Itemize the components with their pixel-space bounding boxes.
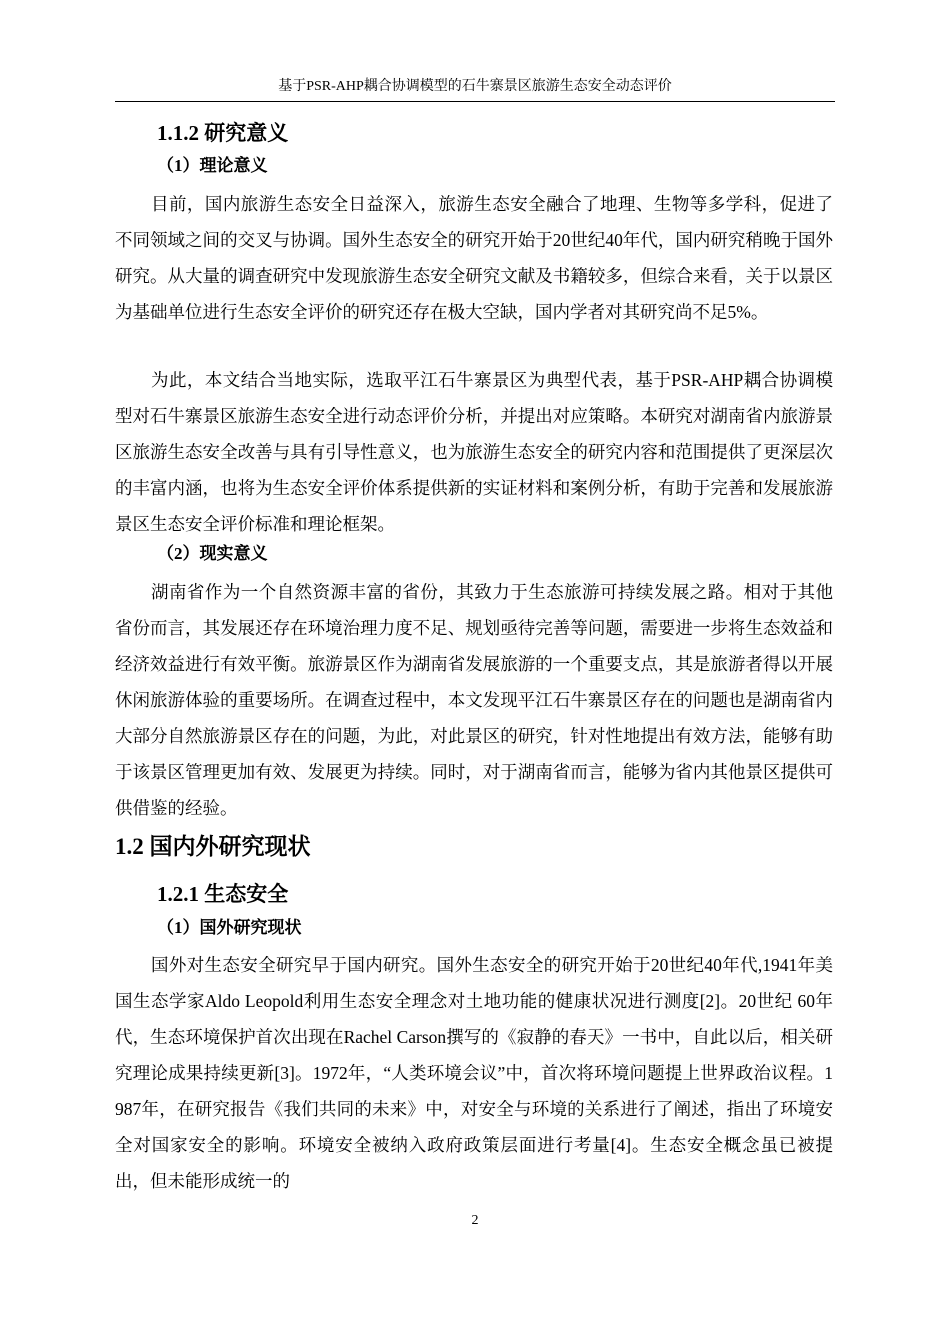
paragraph-foreign-1: 国外对生态安全研究早于国内研究。国外生态安全的研究开始于20世纪40年代,1941年美国生态学家Aldo Leopold利用生态安全理念对土地功能的健康状况进行测度[2]。20世纪 60年代，生态环境保护首次出现在Rachel Carson撰写的《寂静的春天》一书中，自此以后，相关研究理论成果持续更新[3]。1972年，“人类环境会议”中，首次将环境问题提上世界政治议程。1987年，在研究报告《我们共同的未来》中，对安全与环境的关系进行了阐述，指出了环境安全对国家安全的影响。环境安全被纳入政府政策层面进行考量[4]。生态安全概念虽已被提出，但未能形成统一的: [115, 955, 833, 1191]
running-header: 基于PSR-AHP耦合协调模型的石牛寨景区旅游生态安全动态评价: [278, 79, 672, 94]
page-number: 2: [471, 1213, 479, 1228]
paragraph-theoretical-2: 为此，本文结合当地实际，选取平江石牛寨景区为典型代表，基于PSR-AHP耦合协调模型对石牛寨景区旅游生态安全进行动态评价分析，并提出对应策略。本研究对湖南省内旅游景区旅游生态安全改善与具有引导性意义，也为旅游生态安全的研究内容和范围提供了更深层次的丰富内涵，也将为生态安全评价体系提供新的实证材料和案例分析，有助于完善和发展旅游景区生态安全评价标准和理论框架。: [115, 370, 833, 534]
paragraph-practical-1: 湖南省作为一个自然资源丰富的省份，其致力于生态旅游可持续发展之路。相对于其他省份而言，其发展还存在环境治理力度不足、规划亟待完善等问题，需要进一步将生态效益和经济效益进行有效平衡。旅游景区作为湖南省发展旅游的一个重要支点，其是旅游者得以开展休闲旅游体验的重要场所。在调查过程中，本文发现平江石牛寨景区存在的问题也是湖南省内大部分自然旅游景区存在的问题，为此，对此景区的研究，针对性地提出有效方法，能够有助于该景区管理更加有效、发展更为持续。同时，对于湖南省而言，能够为省内其他景区提供可供借鉴的经验。: [115, 582, 833, 818]
section-heading-1-1-2: 1.1.2 研究意义: [157, 121, 289, 145]
section-heading-1-2: 1.2 国内外研究现状: [115, 834, 311, 859]
subheading-practical-significance: （2）现实意义: [157, 544, 268, 563]
header-divider: [115, 101, 835, 102]
section-heading-1-2-1: 1.2.1 生态安全: [157, 882, 289, 906]
subheading-theoretical-significance: （1）理论意义: [157, 156, 268, 175]
subheading-foreign-research: （1）国外研究现状: [157, 918, 302, 937]
paragraph-theoretical-1: 目前，国内旅游生态安全日益深入，旅游生态安全融合了地理、生物等多学科，促进了不同领域之间的交叉与协调。国外生态安全的研究开始于20世纪40年代，国内研究稍晚于国外研究。从大量的调查研究中发现旅游生态安全研究文献及书籍较多，但综合来看，关于以景区为基础单位进行生态安全评价的研究还存在极大空缺，国内学者对其研究尚不足5%。: [115, 194, 833, 322]
